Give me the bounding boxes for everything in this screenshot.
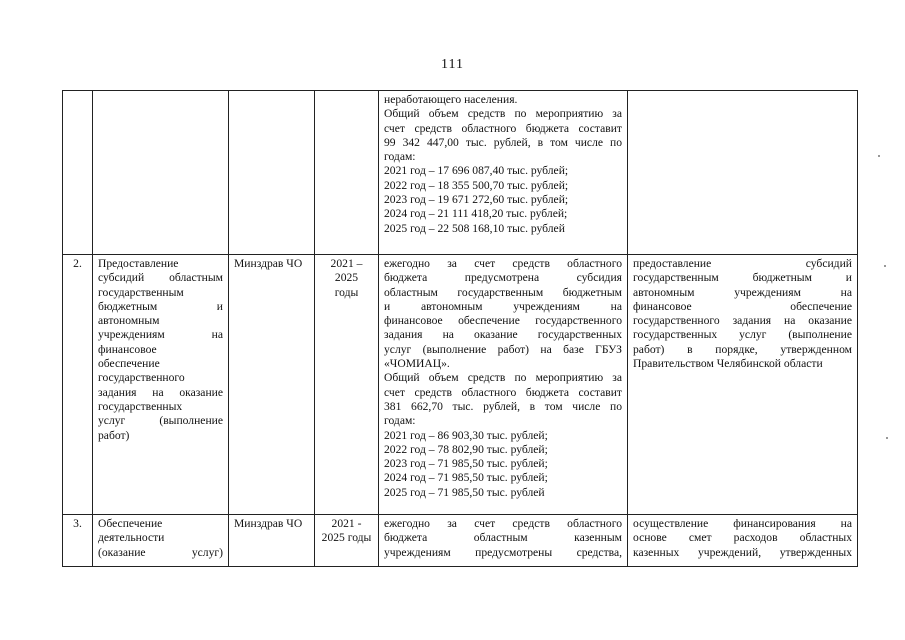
executor: Минздрав ЧО bbox=[229, 255, 315, 515]
description-line: областным государственным бюджетным bbox=[384, 285, 622, 299]
description-line: бюджета областным казенным bbox=[384, 531, 622, 545]
executor: Минздрав ЧО bbox=[229, 515, 315, 567]
expected-result bbox=[628, 515, 858, 567]
result-line: казенных учреждений, утвержденных bbox=[633, 545, 852, 559]
row-number: 3. bbox=[63, 515, 93, 567]
term bbox=[315, 255, 379, 515]
description-line: Общий объем средств по мероприятию за bbox=[384, 371, 622, 385]
description-line: 381 662,70 тыс. рублей, в том числе по bbox=[384, 399, 622, 413]
result-line: работ) в порядке, утвержденном bbox=[633, 342, 852, 356]
term-line: 2025 bbox=[334, 271, 359, 285]
year-amount-line: 2023 год – 71 985,50 тыс. рублей; bbox=[384, 457, 548, 471]
result-line: основе смет расходов областных bbox=[633, 531, 852, 545]
table-row bbox=[63, 255, 858, 515]
year-amount-line: 2021 год – 86 903,30 тыс. рублей; bbox=[384, 428, 548, 442]
description-line: услуг (выполнение работ) на базе ГБУЗ bbox=[384, 342, 622, 356]
measure-name-line: государственного bbox=[98, 371, 185, 385]
table-row bbox=[63, 91, 858, 255]
description-line: неработающего населения. bbox=[384, 93, 518, 106]
year-amount-line: 2023 год – 19 671 272,60 тыс. рублей; bbox=[384, 193, 569, 207]
description-line: ежегодно за счет средств областного bbox=[384, 517, 622, 530]
term bbox=[315, 91, 379, 255]
measure-name-line: (оказание услуг) bbox=[98, 545, 223, 559]
row-number bbox=[63, 91, 93, 255]
scan-speck bbox=[878, 155, 880, 157]
measure-name bbox=[93, 255, 229, 515]
year-amount-line: 2024 год – 71 985,50 тыс. рублей; bbox=[384, 471, 548, 485]
scan-speck bbox=[884, 265, 886, 267]
description bbox=[379, 515, 628, 567]
measure-name-line: Предоставление bbox=[98, 257, 179, 270]
term-line: 2021 - bbox=[331, 517, 362, 530]
measure-name-line: субсидий областным bbox=[98, 271, 223, 285]
description-line: годам: bbox=[384, 150, 416, 164]
measure-name-line: услуг (выполнение bbox=[98, 414, 223, 428]
measure-name-line: учреждениям на bbox=[98, 328, 223, 342]
description-line: счет средств областного бюджета составит bbox=[384, 385, 622, 399]
measure-name-line: Обеспечение bbox=[98, 517, 163, 530]
description-line: 99 342 447,00 тыс. рублей, в том числе по bbox=[384, 135, 622, 149]
measure-name-line: деятельности bbox=[98, 531, 165, 545]
expected-result bbox=[628, 255, 858, 515]
description bbox=[379, 255, 628, 515]
result-line: финансовое обеспечение bbox=[633, 299, 852, 313]
result-line: Правительством Челябинской области bbox=[633, 357, 823, 371]
description-line: годам: bbox=[384, 414, 416, 428]
row-number: 2. bbox=[63, 255, 93, 515]
measure-name bbox=[93, 515, 229, 567]
measure-name-line: обеспечение bbox=[98, 357, 160, 371]
measure-name-line: государственных bbox=[98, 399, 183, 413]
term-line: 2021 – bbox=[330, 257, 363, 270]
description-line: бюджета предусмотрена субсидия bbox=[384, 271, 622, 285]
result-line: государственного задания на оказание bbox=[633, 314, 852, 328]
scan-speck bbox=[886, 437, 888, 439]
year-amount-line: 2021 год – 17 696 087,40 тыс. рублей; bbox=[384, 164, 569, 178]
description bbox=[379, 91, 628, 255]
measure-name-line: автономным bbox=[98, 314, 160, 328]
page-number: 111 bbox=[441, 57, 464, 72]
table-row bbox=[63, 515, 858, 567]
description-line: учреждениям предусмотрены средства, bbox=[384, 545, 622, 559]
term-line: годы bbox=[334, 285, 359, 299]
measure-name-line: задания на оказание bbox=[98, 385, 223, 399]
measure-name-line: финансовое bbox=[98, 342, 157, 356]
description-line: задания на оказание государственных bbox=[384, 328, 622, 342]
executor bbox=[229, 91, 315, 255]
term-line: 2025 годы bbox=[321, 531, 372, 545]
result-line: государственных услуг (выполнение bbox=[633, 328, 852, 342]
measure-name-line: государственным bbox=[98, 285, 184, 299]
result-line: предоставление субсидий bbox=[633, 257, 852, 270]
year-amount-line: 2025 год – 71 985,50 тыс. рублей bbox=[384, 485, 545, 499]
result-line: государственным бюджетным и bbox=[633, 271, 852, 285]
year-amount-line: 2025 год – 22 508 168,10 тыс. рублей bbox=[384, 221, 565, 235]
description-line: Общий объем средств по мероприятию за bbox=[384, 107, 622, 121]
year-amount-line: 2022 год – 78 802,90 тыс. рублей; bbox=[384, 442, 548, 456]
expected-result bbox=[628, 91, 858, 255]
result-line: автономным учреждениям на bbox=[633, 285, 852, 299]
year-amount-line: 2024 год – 21 111 418,20 тыс. рублей; bbox=[384, 207, 568, 221]
measures-table bbox=[62, 90, 858, 567]
description-line: «ЧОМИАЦ». bbox=[384, 357, 450, 371]
measure-name-line: бюджетным и bbox=[98, 299, 223, 313]
description-line: счет средств областного бюджета составит bbox=[384, 121, 622, 135]
description-line: и автономным учреждениям на bbox=[384, 299, 622, 313]
year-amount-line: 2022 год – 18 355 500,70 тыс. рублей; bbox=[384, 178, 569, 192]
term bbox=[315, 515, 379, 567]
measure-name-line: работ) bbox=[98, 428, 130, 442]
description-line: ежегодно за счет средств областного bbox=[384, 257, 622, 270]
description-line: финансовое обеспечение государственного bbox=[384, 314, 622, 328]
measure-name bbox=[93, 91, 229, 255]
result-line: осуществление финансирования на bbox=[633, 517, 852, 530]
